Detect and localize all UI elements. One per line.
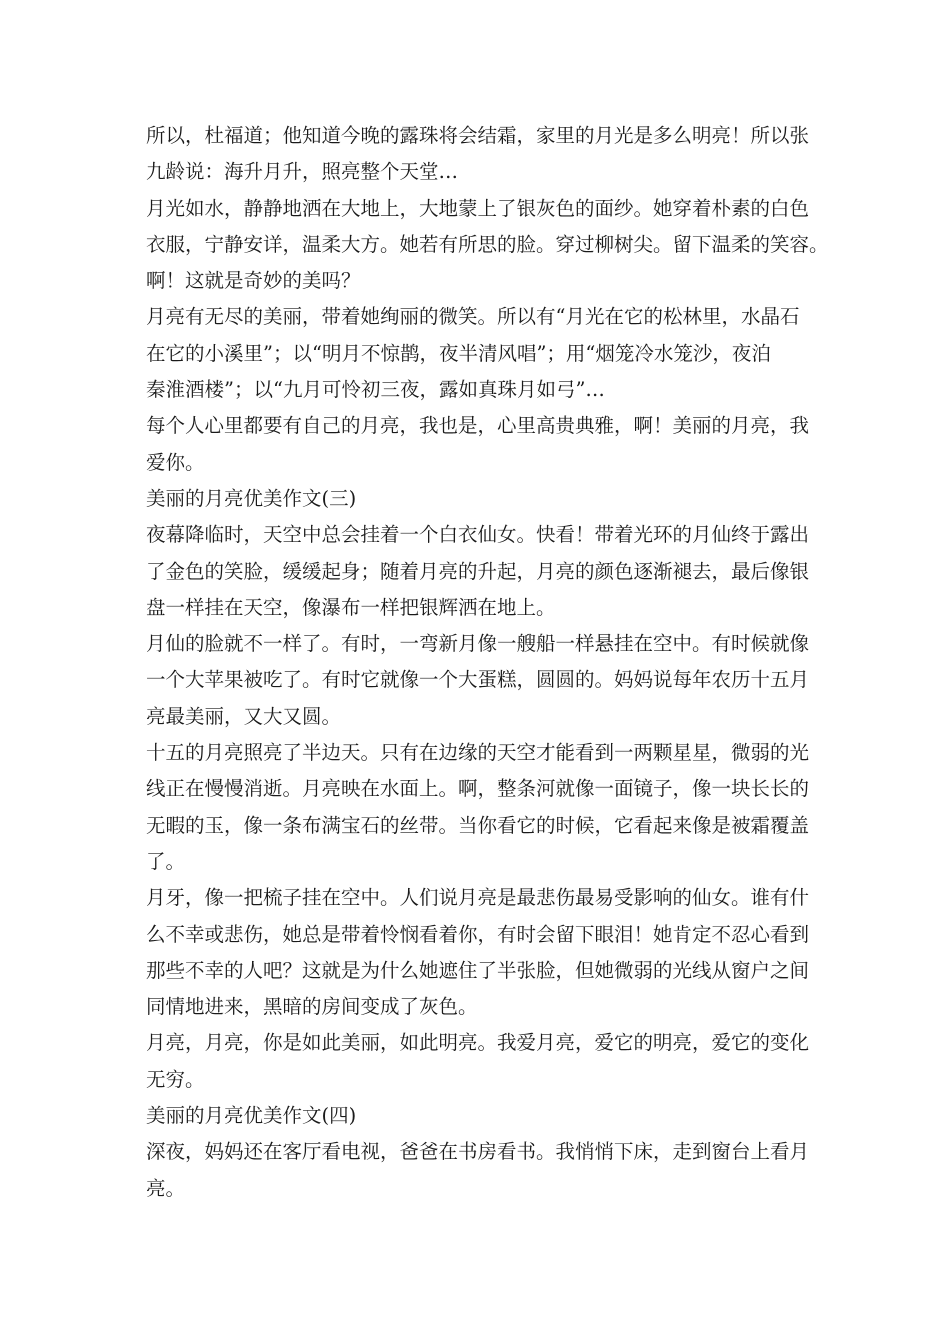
text-line: 盘一样挂在天空，像瀑布一样把银辉洒在地上。 xyxy=(146,595,556,619)
text-line: 月亮有无尽的美丽，带着她绚丽的微笑。所以有“月光在它的松林里，水晶石 xyxy=(146,305,800,329)
text-line: 爱你。 xyxy=(146,450,205,474)
text-line: 了。 xyxy=(146,849,186,873)
text-line: 啊！这就是奇妙的美吗？ xyxy=(146,269,361,293)
text-line: 无暇的玉，像一条布满宝石的丝带。当你看它的时候，它看起来像是被霜覆盖 xyxy=(146,813,810,837)
document-body xyxy=(146,118,829,1207)
text-line: 衣服，宁静安详，温柔大方。她若有所思的脸。穿过柳树尖。留下温柔的笑容。 xyxy=(146,232,829,256)
text-line: 在它的小溪里”；以“明月不惊鹊，夜半清风唱”；用“烟笼冷水笼沙，夜泊 xyxy=(146,341,771,365)
text-line: 同情地进来，黑暗的房间变成了灰色。 xyxy=(146,995,478,1019)
text-line: 秦淮酒楼”；以“九月可怜初三夜，露如真珠月如弓”… xyxy=(146,378,605,402)
section-heading: 美丽的月亮优美作文(四) xyxy=(146,1104,357,1128)
text-line: 了金色的笑脸，缓缓起身；随着月亮的升起，月亮的颜色逐渐褪去，最后像银 xyxy=(146,559,810,583)
text-line: 每个人心里都要有自己的月亮，我也是，心里高贵典雅，啊！美丽的月亮，我 xyxy=(146,414,810,438)
text-line: 月仙的脸就不一样了。有时，一弯新月像一艘船一样悬挂在空中。有时候就像 xyxy=(146,632,810,656)
text-line: 月亮，月亮，你是如此美丽，如此明亮。我爱月亮，爱它的明亮，爱它的变化 xyxy=(146,1031,810,1055)
text-line: 亮最美丽，又大又圆。 xyxy=(146,704,342,728)
text-line: 么不幸或悲伤，她总是带着怜悯看着你，有时会留下眼泪！她肯定不忍心看到 xyxy=(146,922,810,946)
text-line: 那些不幸的人吧？这就是为什么她遮住了半张脸，但她微弱的光线从窗户之间 xyxy=(146,958,810,982)
text-line: 亮。 xyxy=(146,1176,186,1200)
text-line: 月光如水，静静地洒在大地上，大地蒙上了银灰色的面纱。她穿着朴素的白色 xyxy=(146,196,810,220)
text-line: 十五的月亮照亮了半边天。只有在边缘的天空才能看到一两颗星星，微弱的光 xyxy=(146,741,810,765)
text-line: 无穷。 xyxy=(146,1067,205,1091)
section-heading: 美丽的月亮优美作文(三) xyxy=(146,486,357,510)
text-line: 夜幕降临时，天空中总会挂着一个白衣仙女。快看！带着光环的月仙终于露出 xyxy=(146,523,810,547)
text-line: 深夜，妈妈还在客厅看电视，爸爸在书房看书。我悄悄下床，走到窗台上看月 xyxy=(146,1140,810,1164)
text-line: 所以，杜福道；他知道今晚的露珠将会结霜，家里的月光是多么明亮！所以张 xyxy=(146,124,810,147)
text-line: 月牙，像一把梳子挂在空中。人们说月亮是最悲伤最易受影响的仙女。谁有什 xyxy=(146,886,810,910)
text-line: 一个大苹果被吃了。有时它就像一个大蛋糕，圆圆的。妈妈说每年农历十五月 xyxy=(146,668,810,692)
text-line: 线正在慢慢消逝。月亮映在水面上。啊，整条河就像一面镜子，像一块长长的 xyxy=(146,777,810,801)
text-line: 九龄说：海升月升，照亮整个天堂… xyxy=(146,160,459,184)
